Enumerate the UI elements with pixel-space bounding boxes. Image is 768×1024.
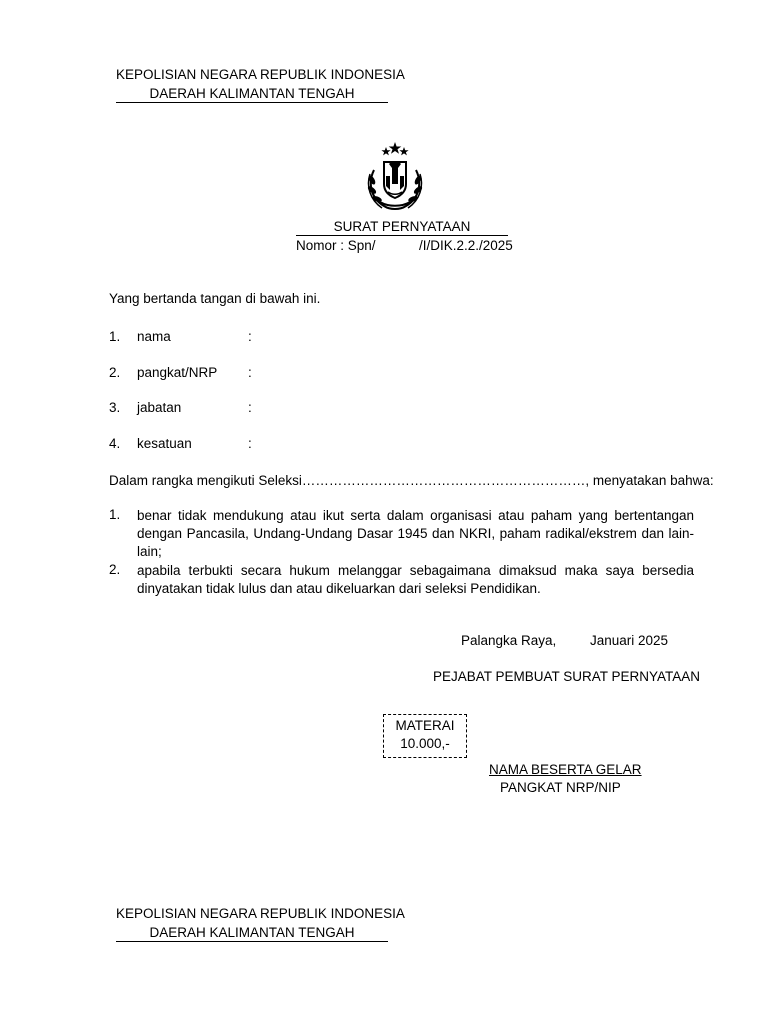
- field-number: 1.: [109, 329, 121, 344]
- point-number: 1.: [109, 507, 121, 522]
- statement-point-1: [109, 507, 694, 559]
- field-label: nama: [137, 329, 171, 344]
- field-number: 3.: [109, 400, 121, 415]
- field-colon: :: [248, 436, 252, 451]
- document-number-value: /I/DIK.2.2./2025: [419, 238, 513, 253]
- statement-text: Dalam rangka mengikuti Seleksi………………………………………………………, menyatakan bahwa:: [109, 473, 714, 488]
- statement-point-2: [109, 562, 694, 602]
- signatory-name: NAMA BESERTA GELAR: [489, 762, 642, 777]
- point-number: 2.: [109, 562, 121, 577]
- document-title: SURAT PERNYATAAN: [296, 219, 508, 236]
- materai-label: MATERAI: [395, 718, 455, 733]
- field-label: kesatuan: [137, 436, 192, 451]
- signing-place: Palangka Raya,: [461, 633, 557, 648]
- point-text: benar tidak mendukung atau ikut serta dalam organisasi atau paham yang bertentangan dengan Pancasila, Undang-Undang Dasar 1945 dan NKRI, paham radikal/ekstrem dan lain-lain;: [137, 508, 694, 559]
- field-label: jabatan: [137, 400, 182, 415]
- field-label: pangkat/NRP: [137, 365, 218, 380]
- point-text: apabila terbukti secara hukum melanggar sebagaimana dimaksud maka saya bersedia dinyatakan tidak lulus dan atau dikeluarkan dari seleksi Pendidikan.: [137, 563, 694, 596]
- field-colon: :: [248, 329, 252, 344]
- footer-institution: KEPOLISIAN NEGARA REPUBLIK INDONESIA: [116, 906, 405, 921]
- footer-region: DAERAH KALIMANTAN TENGAH: [116, 925, 388, 942]
- document-number-label: Nomor : Spn/: [296, 238, 376, 253]
- header-region: DAERAH KALIMANTAN TENGAH: [116, 86, 388, 103]
- official-title: PEJABAT PEMBUAT SURAT PERNYATAAN: [433, 669, 701, 684]
- signatory-rank: PANGKAT NRP/NIP: [500, 780, 621, 795]
- police-emblem-icon: [362, 140, 428, 212]
- header-institution: KEPOLISIAN NEGARA REPUBLIK INDONESIA: [116, 67, 405, 82]
- materai-value: 10.000,-: [400, 736, 450, 751]
- field-colon: :: [248, 365, 252, 380]
- field-number: 2.: [109, 365, 121, 380]
- materai-stamp-box: [383, 714, 467, 758]
- intro-text: Yang bertanda tangan di bawah ini.: [109, 291, 321, 306]
- field-colon: :: [248, 400, 252, 415]
- signing-date: Januari 2025: [590, 633, 669, 648]
- field-number: 4.: [109, 436, 121, 451]
